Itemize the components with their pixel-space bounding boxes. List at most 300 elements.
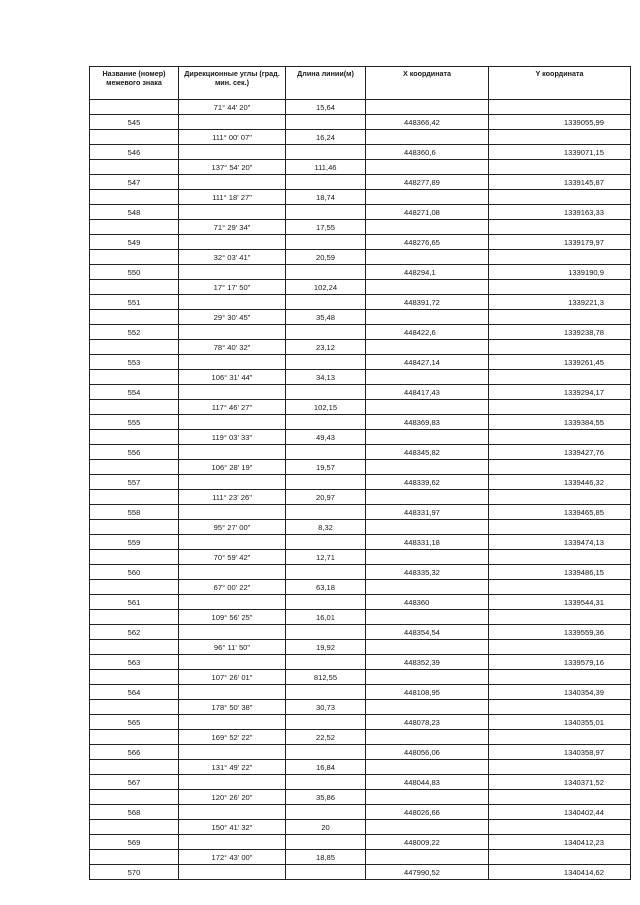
point-name-cell: 563 <box>90 655 179 670</box>
x-coordinate-cell: 448354,54 <box>366 625 489 640</box>
point-name-cell: 550 <box>90 265 179 280</box>
table-row <box>90 205 631 220</box>
length-cell <box>286 625 366 640</box>
length-cell: 20,59 <box>286 250 366 265</box>
angle-cell: 178° 50' 38" <box>179 700 286 715</box>
x-coordinate-cell <box>366 220 489 235</box>
table-row <box>90 340 631 355</box>
point-name-cell: 562 <box>90 625 179 640</box>
angle-cell <box>179 505 286 520</box>
table-row <box>90 850 631 865</box>
y-coordinate-cell: 1339071,15 <box>489 145 631 160</box>
x-coordinate-cell: 448427,14 <box>366 355 489 370</box>
length-cell: 35,86 <box>286 790 366 805</box>
length-cell <box>286 235 366 250</box>
y-coordinate-cell <box>489 640 631 655</box>
length-cell <box>286 475 366 490</box>
point-name-cell <box>90 760 179 775</box>
y-coordinate-cell: 1340358,97 <box>489 745 631 760</box>
table-row <box>90 835 631 850</box>
table-row <box>90 535 631 550</box>
y-coordinate-cell: 1339544,31 <box>489 595 631 610</box>
x-coordinate-cell <box>366 190 489 205</box>
length-cell: 102,15 <box>286 400 366 415</box>
table-row <box>90 625 631 640</box>
angle-cell <box>179 595 286 610</box>
angle-cell <box>179 805 286 820</box>
point-name-cell: 554 <box>90 385 179 400</box>
table-row <box>90 790 631 805</box>
header-directional-angles: Дирекционные углы (град. мин. сек.) <box>179 67 286 100</box>
angle-cell <box>179 445 286 460</box>
angle-cell <box>179 865 286 880</box>
y-coordinate-cell: 1339384,55 <box>489 415 631 430</box>
angle-cell <box>179 655 286 670</box>
table-row <box>90 445 631 460</box>
x-coordinate-cell <box>366 760 489 775</box>
table-row <box>90 700 631 715</box>
x-coordinate-cell <box>366 550 489 565</box>
x-coordinate-cell <box>366 490 489 505</box>
x-coordinate-cell: 448422,6 <box>366 325 489 340</box>
angle-cell <box>179 355 286 370</box>
table-row <box>90 565 631 580</box>
length-cell <box>286 355 366 370</box>
table-row <box>90 805 631 820</box>
x-coordinate-cell <box>366 640 489 655</box>
table-row <box>90 610 631 625</box>
y-coordinate-cell: 1340402,44 <box>489 805 631 820</box>
y-coordinate-cell <box>489 460 631 475</box>
x-coordinate-cell <box>366 130 489 145</box>
point-name-cell: 551 <box>90 295 179 310</box>
y-coordinate-cell <box>489 820 631 835</box>
x-coordinate-cell: 448335,32 <box>366 565 489 580</box>
table-row <box>90 760 631 775</box>
y-coordinate-cell <box>489 250 631 265</box>
point-name-cell <box>90 340 179 355</box>
length-cell: 49,43 <box>286 430 366 445</box>
length-cell: 8,32 <box>286 520 366 535</box>
table-row <box>90 475 631 490</box>
table-row <box>90 355 631 370</box>
length-cell: 12,71 <box>286 550 366 565</box>
point-name-cell <box>90 310 179 325</box>
x-coordinate-cell <box>366 460 489 475</box>
point-name-cell: 555 <box>90 415 179 430</box>
length-cell: 16,01 <box>286 610 366 625</box>
x-coordinate-cell: 448294,1 <box>366 265 489 280</box>
angle-cell <box>179 265 286 280</box>
angle-cell: 29° 30' 45" <box>179 310 286 325</box>
table-row <box>90 595 631 610</box>
y-coordinate-cell <box>489 610 631 625</box>
point-name-cell <box>90 190 179 205</box>
y-coordinate-cell <box>489 520 631 535</box>
y-coordinate-cell <box>489 730 631 745</box>
angle-cell: 71° 29' 34" <box>179 220 286 235</box>
y-coordinate-cell: 1339238,78 <box>489 325 631 340</box>
point-name-cell: 558 <box>90 505 179 520</box>
angle-cell: 106° 31' 44" <box>179 370 286 385</box>
point-name-cell: 569 <box>90 835 179 850</box>
point-name-cell <box>90 130 179 145</box>
length-cell: 35,48 <box>286 310 366 325</box>
x-coordinate-cell <box>366 100 489 115</box>
table-row <box>90 865 631 880</box>
table-row <box>90 175 631 190</box>
table-row <box>90 460 631 475</box>
x-coordinate-cell: 448360,6 <box>366 145 489 160</box>
angle-cell <box>179 775 286 790</box>
y-coordinate-cell: 1339179,97 <box>489 235 631 250</box>
table-body <box>90 100 631 880</box>
y-coordinate-cell: 1339579,16 <box>489 655 631 670</box>
point-name-cell <box>90 430 179 445</box>
table-row <box>90 220 631 235</box>
point-name-cell: 557 <box>90 475 179 490</box>
point-name-cell <box>90 520 179 535</box>
length-cell <box>286 505 366 520</box>
length-cell <box>286 865 366 880</box>
table-row <box>90 385 631 400</box>
length-cell: 16,84 <box>286 760 366 775</box>
angle-cell <box>179 565 286 580</box>
x-coordinate-cell: 448417,43 <box>366 385 489 400</box>
y-coordinate-cell <box>489 760 631 775</box>
angle-cell <box>179 385 286 400</box>
table-row <box>90 295 631 310</box>
x-coordinate-cell <box>366 340 489 355</box>
x-coordinate-cell <box>366 370 489 385</box>
y-coordinate-cell: 1339190,9 <box>489 265 631 280</box>
angle-cell <box>179 145 286 160</box>
table-row <box>90 820 631 835</box>
y-coordinate-cell: 1340354,39 <box>489 685 631 700</box>
angle-cell <box>179 295 286 310</box>
header-y-coordinate: Y координата <box>489 67 631 100</box>
angle-cell: 95° 27' 00" <box>179 520 286 535</box>
x-coordinate-cell <box>366 520 489 535</box>
angle-cell <box>179 535 286 550</box>
angle-cell: 137° 54' 20" <box>179 160 286 175</box>
point-name-cell <box>90 580 179 595</box>
y-coordinate-cell <box>489 700 631 715</box>
angle-cell <box>179 835 286 850</box>
x-coordinate-cell: 448276,65 <box>366 235 489 250</box>
angle-cell <box>179 685 286 700</box>
length-cell: 20,97 <box>286 490 366 505</box>
x-coordinate-cell: 448331,18 <box>366 535 489 550</box>
angle-cell <box>179 625 286 640</box>
angle-cell: 71° 44' 20" <box>179 100 286 115</box>
x-coordinate-cell <box>366 730 489 745</box>
angle-cell <box>179 175 286 190</box>
table-row <box>90 640 631 655</box>
x-coordinate-cell <box>366 160 489 175</box>
y-coordinate-cell: 1340412,23 <box>489 835 631 850</box>
length-cell <box>286 805 366 820</box>
point-name-cell: 567 <box>90 775 179 790</box>
angle-cell: 67° 00' 22" <box>179 580 286 595</box>
angle-cell: 111° 23' 26" <box>179 490 286 505</box>
length-cell <box>286 595 366 610</box>
x-coordinate-cell: 448369,83 <box>366 415 489 430</box>
table-row <box>90 745 631 760</box>
length-cell <box>286 175 366 190</box>
angle-cell: 106° 28' 19" <box>179 460 286 475</box>
angle-cell: 32° 03' 41" <box>179 250 286 265</box>
angle-cell: 107° 26' 01" <box>179 670 286 685</box>
table-row <box>90 325 631 340</box>
length-cell: 812,55 <box>286 670 366 685</box>
point-name-cell: 546 <box>90 145 179 160</box>
y-coordinate-cell: 1340414,62 <box>489 865 631 880</box>
x-coordinate-cell: 448271,08 <box>366 205 489 220</box>
point-name-cell <box>90 100 179 115</box>
length-cell: 17,55 <box>286 220 366 235</box>
length-cell <box>286 385 366 400</box>
y-coordinate-cell <box>489 580 631 595</box>
table-row <box>90 160 631 175</box>
length-cell <box>286 415 366 430</box>
point-name-cell: 552 <box>90 325 179 340</box>
length-cell <box>286 685 366 700</box>
length-cell: 18,74 <box>286 190 366 205</box>
angle-cell <box>179 325 286 340</box>
angle-cell: 78° 40' 32" <box>179 340 286 355</box>
point-name-cell <box>90 610 179 625</box>
point-name-cell: 556 <box>90 445 179 460</box>
point-name-cell <box>90 790 179 805</box>
length-cell: 34,13 <box>286 370 366 385</box>
x-coordinate-cell <box>366 610 489 625</box>
angle-cell: 150° 41' 32" <box>179 820 286 835</box>
length-cell <box>286 325 366 340</box>
y-coordinate-cell <box>489 430 631 445</box>
length-cell: 63,18 <box>286 580 366 595</box>
x-coordinate-cell <box>366 850 489 865</box>
y-coordinate-cell: 1339446,32 <box>489 475 631 490</box>
length-cell: 16,24 <box>286 130 366 145</box>
point-name-cell <box>90 160 179 175</box>
y-coordinate-cell: 1339486,15 <box>489 565 631 580</box>
angle-cell: 109° 56' 25" <box>179 610 286 625</box>
point-name-cell: 566 <box>90 745 179 760</box>
boundary-points-sheet <box>89 66 630 880</box>
point-name-cell: 559 <box>90 535 179 550</box>
y-coordinate-cell: 1340371,52 <box>489 775 631 790</box>
x-coordinate-cell: 448339,62 <box>366 475 489 490</box>
point-name-cell: 568 <box>90 805 179 820</box>
x-coordinate-cell <box>366 310 489 325</box>
length-cell <box>286 745 366 760</box>
length-cell <box>286 445 366 460</box>
y-coordinate-cell <box>489 280 631 295</box>
length-cell <box>286 655 366 670</box>
angle-cell <box>179 745 286 760</box>
table-row <box>90 100 631 115</box>
x-coordinate-cell: 448026,66 <box>366 805 489 820</box>
point-name-cell: 553 <box>90 355 179 370</box>
point-name-cell <box>90 670 179 685</box>
table-row <box>90 490 631 505</box>
point-name-cell <box>90 640 179 655</box>
point-name-cell <box>90 250 179 265</box>
table-row <box>90 715 631 730</box>
y-coordinate-cell <box>489 490 631 505</box>
y-coordinate-cell <box>489 220 631 235</box>
table-row <box>90 265 631 280</box>
table-header-row <box>90 67 631 100</box>
length-cell: 19,57 <box>286 460 366 475</box>
length-cell <box>286 715 366 730</box>
length-cell <box>286 265 366 280</box>
table-row <box>90 310 631 325</box>
length-cell <box>286 145 366 160</box>
x-coordinate-cell <box>366 700 489 715</box>
angle-cell: 70° 59' 42" <box>179 550 286 565</box>
x-coordinate-cell <box>366 430 489 445</box>
table-row <box>90 130 631 145</box>
table-row <box>90 190 631 205</box>
table-row <box>90 520 631 535</box>
length-cell: 19,92 <box>286 640 366 655</box>
x-coordinate-cell: 448108,95 <box>366 685 489 700</box>
angle-cell <box>179 415 286 430</box>
header-point-name: Название (номер) межевого знака <box>90 67 179 100</box>
length-cell <box>286 775 366 790</box>
table-row <box>90 580 631 595</box>
angle-cell: 120° 26' 20" <box>179 790 286 805</box>
table-row <box>90 115 631 130</box>
length-cell <box>286 205 366 220</box>
table-row <box>90 235 631 250</box>
table-row <box>90 505 631 520</box>
y-coordinate-cell <box>489 310 631 325</box>
length-cell: 30,73 <box>286 700 366 715</box>
y-coordinate-cell: 1339294,17 <box>489 385 631 400</box>
point-name-cell: 570 <box>90 865 179 880</box>
y-coordinate-cell: 1339145,87 <box>489 175 631 190</box>
length-cell <box>286 835 366 850</box>
y-coordinate-cell: 1340355,01 <box>489 715 631 730</box>
table-row <box>90 550 631 565</box>
table-row <box>90 415 631 430</box>
y-coordinate-cell <box>489 850 631 865</box>
y-coordinate-cell <box>489 790 631 805</box>
y-coordinate-cell <box>489 670 631 685</box>
angle-cell <box>179 475 286 490</box>
point-name-cell <box>90 220 179 235</box>
y-coordinate-cell <box>489 550 631 565</box>
point-name-cell <box>90 280 179 295</box>
point-name-cell <box>90 550 179 565</box>
x-coordinate-cell: 448366,42 <box>366 115 489 130</box>
x-coordinate-cell: 448009,22 <box>366 835 489 850</box>
x-coordinate-cell <box>366 820 489 835</box>
point-name-cell: 565 <box>90 715 179 730</box>
length-cell: 15,64 <box>286 100 366 115</box>
angle-cell <box>179 205 286 220</box>
length-cell: 111,46 <box>286 160 366 175</box>
length-cell <box>286 295 366 310</box>
x-coordinate-cell: 448044,83 <box>366 775 489 790</box>
x-coordinate-cell: 447990,52 <box>366 865 489 880</box>
table-row <box>90 145 631 160</box>
coordinates-table <box>89 66 631 880</box>
point-name-cell: 560 <box>90 565 179 580</box>
length-cell: 18,85 <box>286 850 366 865</box>
x-coordinate-cell: 448056,06 <box>366 745 489 760</box>
y-coordinate-cell: 1339261,45 <box>489 355 631 370</box>
angle-cell: 111° 00' 07" <box>179 130 286 145</box>
angle-cell: 119° 03' 33" <box>179 430 286 445</box>
x-coordinate-cell <box>366 670 489 685</box>
x-coordinate-cell: 448360 <box>366 595 489 610</box>
header-line-length: Длина линии(м) <box>286 67 366 100</box>
point-name-cell <box>90 400 179 415</box>
angle-cell: 172° 43' 00" <box>179 850 286 865</box>
point-name-cell <box>90 370 179 385</box>
header-x-coordinate: X координата <box>366 67 489 100</box>
angle-cell <box>179 235 286 250</box>
x-coordinate-cell: 448391,72 <box>366 295 489 310</box>
point-name-cell: 548 <box>90 205 179 220</box>
point-name-cell <box>90 700 179 715</box>
x-coordinate-cell: 448277,89 <box>366 175 489 190</box>
x-coordinate-cell <box>366 400 489 415</box>
table-row <box>90 655 631 670</box>
angle-cell: 17° 17' 50" <box>179 280 286 295</box>
y-coordinate-cell <box>489 160 631 175</box>
y-coordinate-cell <box>489 370 631 385</box>
y-coordinate-cell: 1339221,3 <box>489 295 631 310</box>
x-coordinate-cell: 448331,97 <box>366 505 489 520</box>
x-coordinate-cell: 448078,23 <box>366 715 489 730</box>
x-coordinate-cell <box>366 580 489 595</box>
angle-cell: 117° 46' 27" <box>179 400 286 415</box>
y-coordinate-cell <box>489 340 631 355</box>
length-cell <box>286 535 366 550</box>
x-coordinate-cell: 448352,39 <box>366 655 489 670</box>
y-coordinate-cell: 1339163,33 <box>489 205 631 220</box>
y-coordinate-cell: 1339465,85 <box>489 505 631 520</box>
x-coordinate-cell <box>366 790 489 805</box>
point-name-cell: 547 <box>90 175 179 190</box>
length-cell: 102,24 <box>286 280 366 295</box>
length-cell <box>286 115 366 130</box>
y-coordinate-cell: 1339474,13 <box>489 535 631 550</box>
angle-cell: 111° 18' 27" <box>179 190 286 205</box>
point-name-cell: 549 <box>90 235 179 250</box>
angle-cell: 96° 11' 50" <box>179 640 286 655</box>
table-row <box>90 430 631 445</box>
y-coordinate-cell <box>489 400 631 415</box>
angle-cell <box>179 115 286 130</box>
table-row <box>90 730 631 745</box>
y-coordinate-cell: 1339427,76 <box>489 445 631 460</box>
x-coordinate-cell <box>366 280 489 295</box>
point-name-cell <box>90 730 179 745</box>
table-row <box>90 775 631 790</box>
angle-cell <box>179 715 286 730</box>
y-coordinate-cell <box>489 190 631 205</box>
point-name-cell <box>90 460 179 475</box>
point-name-cell <box>90 490 179 505</box>
length-cell: 22,52 <box>286 730 366 745</box>
point-name-cell: 564 <box>90 685 179 700</box>
